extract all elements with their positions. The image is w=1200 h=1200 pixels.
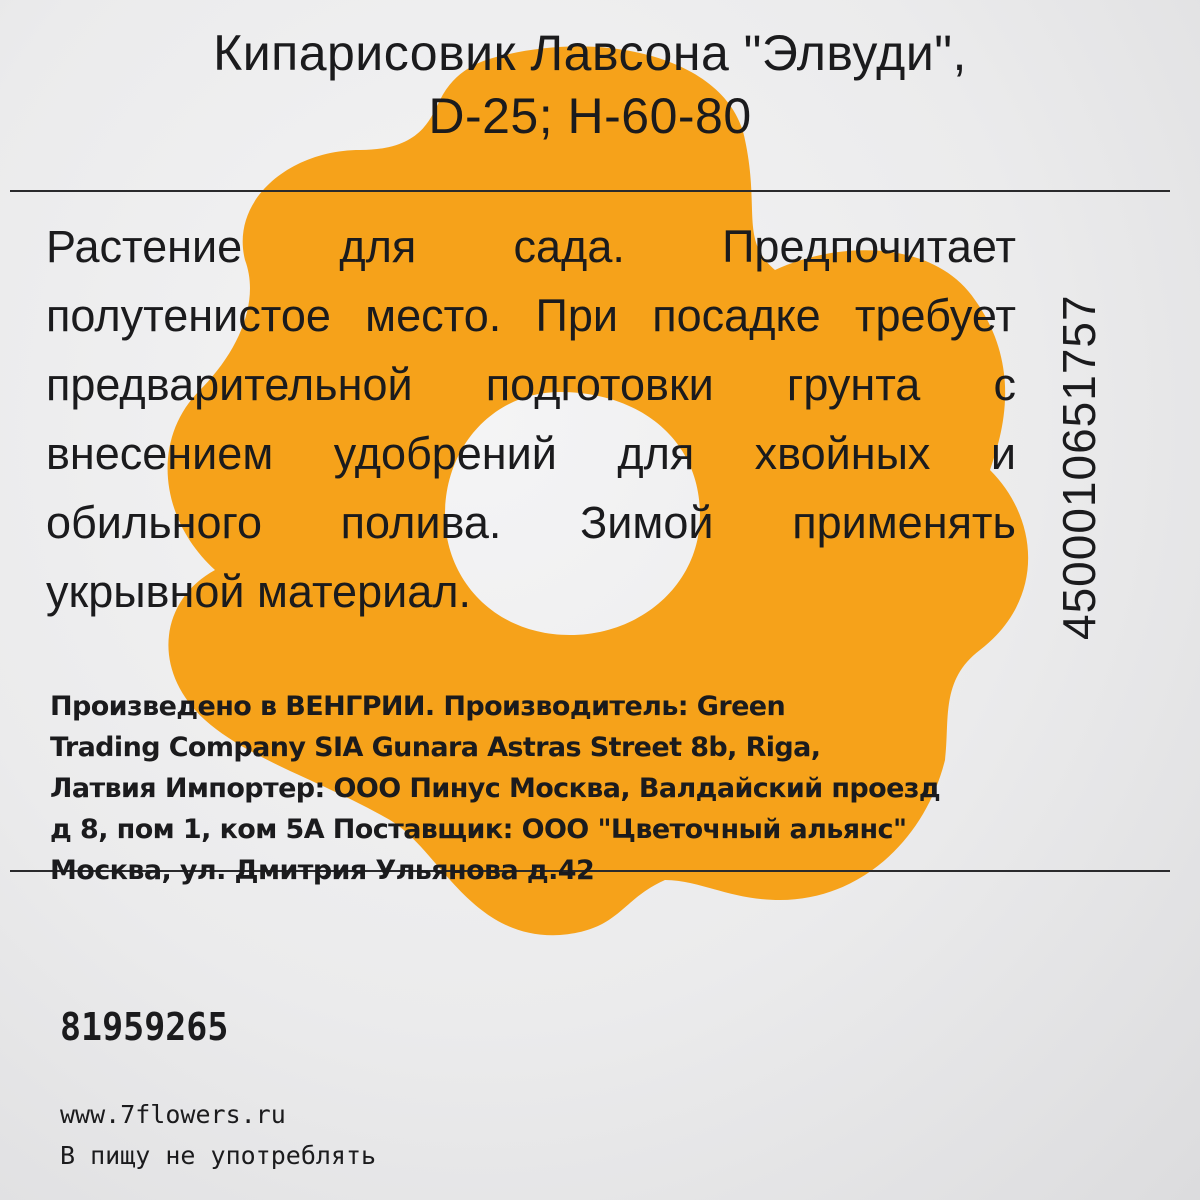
website-url: www.7flowers.ru (60, 1100, 286, 1129)
article-number: 81959265 (60, 1005, 229, 1049)
description-line: полутенистое место. При посадке требует (46, 290, 1016, 341)
description-line: Растение для сада. Предпочитает (46, 221, 1016, 272)
product-title-line-1: Кипарисовик Лавсона "Элвуди", (213, 25, 967, 81)
description-line: внесением удобрений для хвойных и (46, 428, 1016, 479)
description-line: укрывной материал. (46, 566, 472, 617)
product-title-line-2: D-25; H-60-80 (428, 88, 752, 144)
origin-block (50, 686, 1080, 891)
origin-line: д 8, пом 1, ком 5А Поставщик: ООО "Цветочный альянс" (50, 814, 907, 845)
top-divider (10, 190, 1170, 192)
barcode-number: 4500010651757 (1053, 294, 1105, 640)
origin-line: Trading Company SIA Gunara Astras Street 8b, Riga, (50, 732, 821, 763)
description-line: обильного полива. Зимой применять (46, 497, 1016, 548)
origin-line: Латвия Импортер: ООО Пинус Москва, Валдайский проезд (50, 773, 941, 804)
origin-line: Москва, ул. Дмитрия Ульянова д.42 (50, 855, 595, 886)
origin-line: Произведено в ВЕНГРИИ. Производитель: Green (50, 691, 786, 722)
description-block (46, 212, 1016, 626)
warning-text: В пищу не употреблять (60, 1141, 377, 1170)
product-title (40, 22, 1140, 148)
description-line: предварительной подготовки грунта с (46, 359, 1016, 410)
